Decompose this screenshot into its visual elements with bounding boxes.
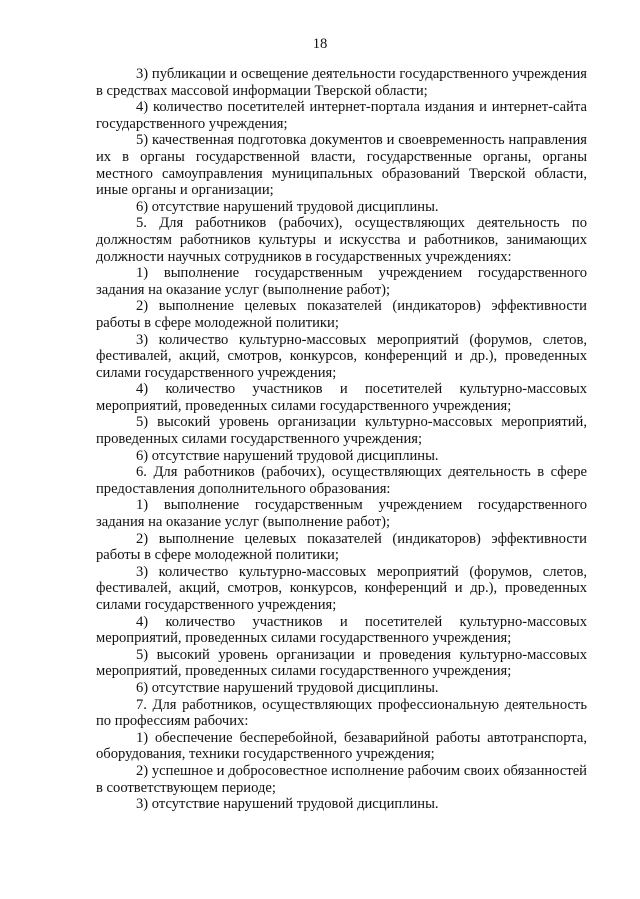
paragraph: 1) выполнение государственным учреждением государственного задания на оказание услуг (выполнение работ);: [96, 497, 587, 531]
paragraph: 6) отсутствие нарушений трудовой дисциплины.: [136, 679, 439, 696]
paragraph: 4) количество участников и посетителей культурно-массовых мероприятий, проведенных силами государственного учреждения;: [96, 381, 587, 414]
paragraph: 4) количество посетителей интернет-портала издания и интернет-сайта государственного учреждения;: [96, 99, 587, 132]
paragraph: 6) отсутствие нарушений трудовой дисциплины.: [136, 198, 439, 215]
paragraph: 5) высокий уровень организации и проведения культурно-массовых мероприятий, проведенных силами государственного учреждения;: [96, 646, 587, 680]
paragraph: 3) отсутствие нарушений трудовой дисциплины.: [136, 796, 439, 813]
page-number: 18: [312, 36, 328, 52]
paragraph: 2) успешное и добросовестное исполнение рабочим своих обязанностей в соответствующем периоде;: [96, 762, 587, 796]
paragraph: 2) выполнение целевых показателей (индикаторов) эффективности работы в сфере молодежной политики;: [96, 530, 587, 564]
paragraph: 3) количество культурно-массовых мероприятий (форумов, слетов, фестивалей, акций, смотров, конкурсов, конференций и др.), проведенных силами государственного учреждения;: [96, 331, 587, 381]
paragraph: 2) выполнение целевых показателей (индикаторов) эффективности работы в сфере молодежной политики;: [96, 298, 587, 331]
paragraph: 4) количество участников и посетителей культурно-массовых мероприятий, проведенных силами государственного учреждения;: [96, 613, 587, 647]
paragraph: 6) отсутствие нарушений трудовой дисциплины.: [136, 447, 439, 464]
paragraph: 3) количество культурно-массовых мероприятий (форумов, слетов, фестивалей, акций, смотров, конкурсов, конференций и др.), проведенных силами государственного учреждения;: [96, 563, 587, 613]
paragraph: 1) обеспечение бесперебойной, безаварийной работы автотранспорта, оборудования, техники государственного учреждения;: [96, 729, 587, 763]
paragraph: 1) выполнение государственным учреждением государственного задания на оказание услуг (выполнение работ);: [96, 265, 587, 298]
paragraph: 6. Для работников (рабочих), осуществляющих деятельность в сфере предоставления дополнительного образования:: [96, 464, 587, 497]
paragraph: 5. Для работников (рабочих), осуществляющих деятельность по должностям работников культуры и искусства и работников, занимающих должности научных сотрудников в государственных учреждениях:: [96, 215, 587, 265]
paragraph: 7. Для работников, осуществляющих профессиональную деятельность по профессиям рабочих:: [96, 696, 587, 730]
paragraph: 5) качественная подготовка документов и своевременность направления их в органы государственной власти, государственные органы, органы местного самоуправления муниципальных образований Тверской области, иные органы и организации;: [96, 132, 587, 199]
document-body: [96, 66, 587, 813]
paragraph: 3) публикации и освещение деятельности государственного учреждения в средствах массовой информации Тверской области;: [96, 66, 587, 99]
paragraph: 5) высокий уровень организации культурно-массовых мероприятий, проведенных силами государственного учреждения;: [96, 414, 587, 448]
